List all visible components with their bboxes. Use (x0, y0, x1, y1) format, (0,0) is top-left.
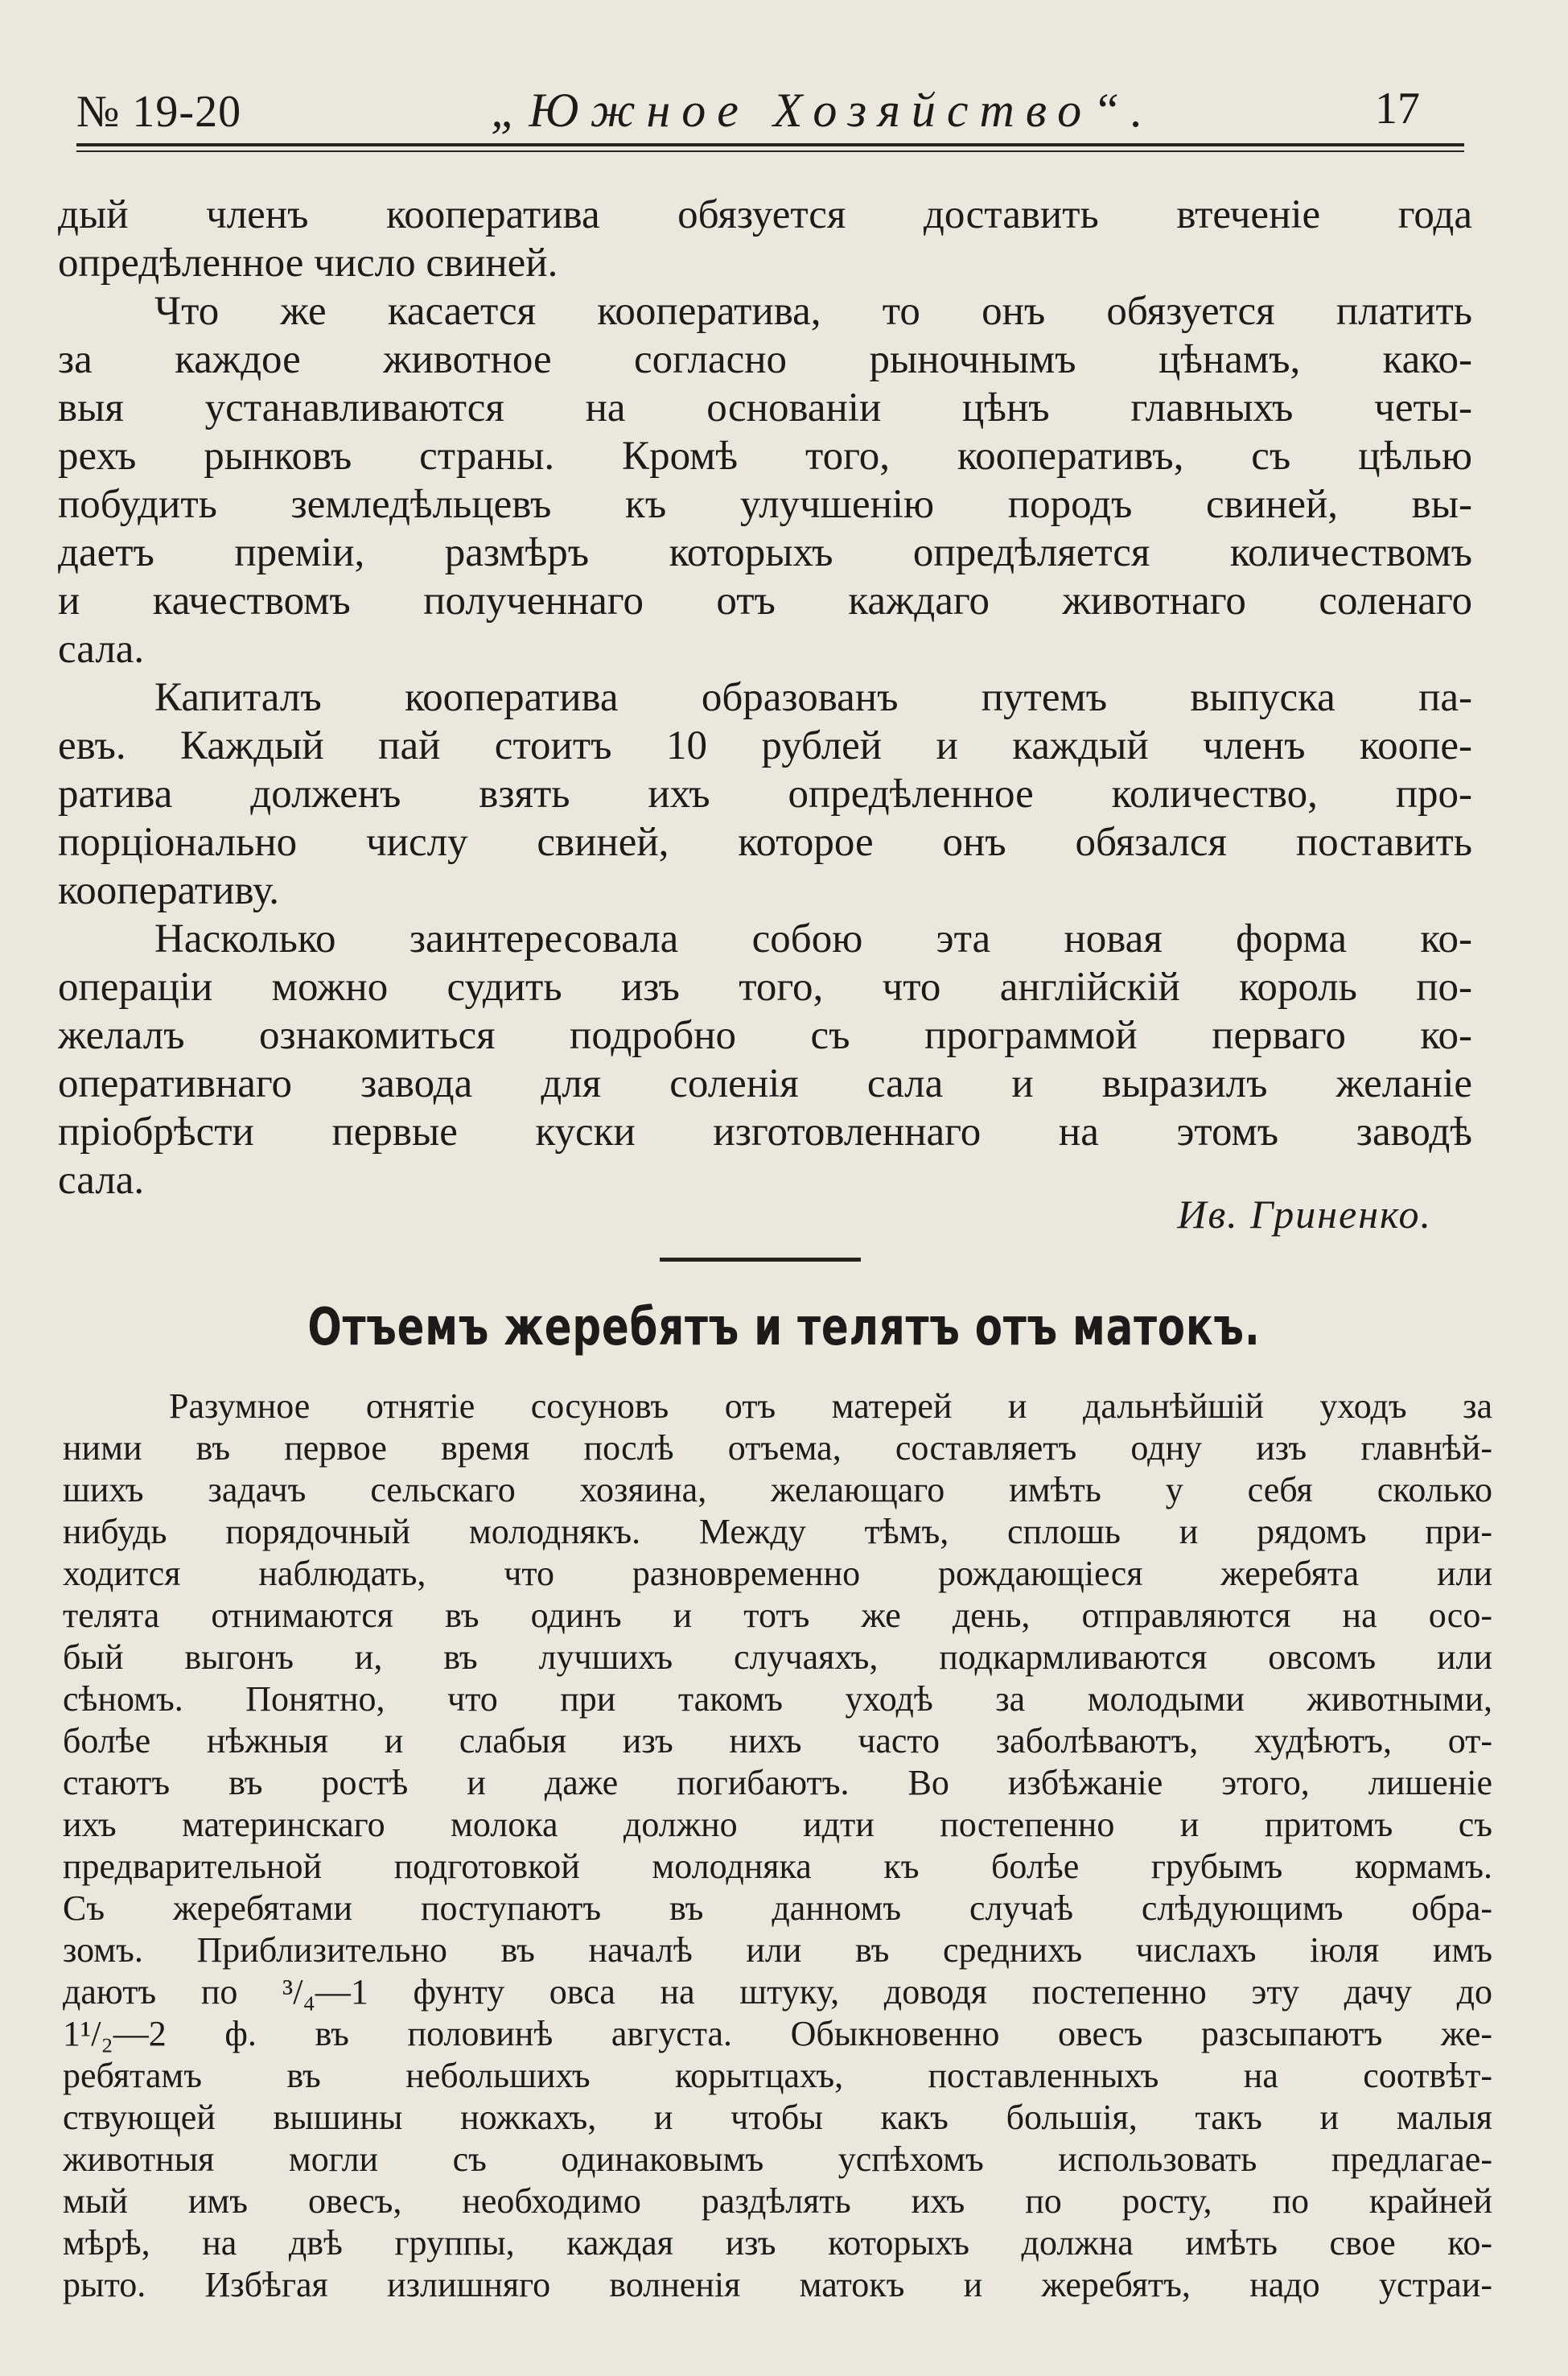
text-line: Капиталъ кооператива образованъ путемъ выпуска па- (154, 675, 1472, 720)
text-line: ствующей вышины ножкахъ, и чтобы какъ большія, такъ и малыя (63, 2098, 1492, 2137)
text-line: рехъ рынковъ страны. Кромѣ того, кооперативъ, съ цѣлью (58, 434, 1472, 479)
header-rule (76, 143, 1464, 146)
header-rule-thin (76, 150, 1464, 152)
text-line: Съ жеребятами поступаютъ въ данномъ случаѣ слѣдующимъ обра- (63, 1888, 1492, 1928)
text-line: и качествомъ полученнаго отъ каждаго животнаго соленаго (58, 579, 1472, 624)
text-line: животныя могли съ одинаковымъ успѣхомъ использовать предлагае- (63, 2139, 1492, 2179)
text-line: болѣе нѣжныя и слабыя изъ нихъ часто заболѣваютъ, худѣютъ, от- (63, 1721, 1492, 1760)
text-line: выя устанавливаются на основаніи цѣнъ главныхъ четы- (58, 385, 1472, 430)
text-line: сала. (58, 1158, 145, 1203)
text-line: рыто. Избѣгая излишняго волненія матокъ и жеребятъ, надо устраи- (63, 2265, 1492, 2304)
text-line: зомъ. Приблизительно въ началѣ или въ среднихъ числахъ іюля имъ (63, 1930, 1492, 1970)
text-line: мѣрѣ, на двѣ группы, каждая изъ которыхъ должна имѣть свое ко- (63, 2223, 1492, 2263)
text-line: даетъ преміи, размѣръ которыхъ опредѣляется количествомъ (58, 530, 1472, 575)
article-title: Отъемъ жеребятъ и телятъ отъ матокъ. (307, 1298, 1261, 1357)
text-line: предварительной подготовкой молодняка къ болѣе грубымъ кормамъ. (63, 1847, 1492, 1886)
text-line: 1¹/₂—2 ф. въ половинѣ августа. Обыкновенно овесъ разсыпаютъ же- (63, 2014, 1492, 2053)
page-header (76, 76, 1464, 149)
text-line: стаютъ въ ростѣ и даже погибаютъ. Во избѣжаніе этого, лишеніе (63, 1763, 1492, 1802)
text-line: Разумное отнятіе сосуновъ отъ матерей и дальнѣйшій уходъ за (169, 1386, 1492, 1426)
text-line: сѣномъ. Понятно, что при такомъ уходѣ за молодыми животными, (63, 1679, 1492, 1719)
text-line: порціонально числу свиней, которое онъ обязался поставить (58, 820, 1472, 865)
section-divider (660, 1258, 861, 1262)
text-line: опредѣленное число свиней. (58, 241, 558, 286)
author-signature: Ив. Гриненко. (1177, 1192, 1432, 1237)
text-line: ними въ первое время послѣ отъема, составляетъ одну изъ главнѣй- (63, 1428, 1492, 1468)
text-line: побудить земледѣльцевъ къ улучшенію породъ свиней, вы- (58, 482, 1472, 527)
issue-number: № 19-20 (76, 87, 242, 137)
text-line: ребятамъ въ небольшихъ корытцахъ, поставленныхъ на соотвѣт- (63, 2056, 1492, 2095)
text-line: за каждое животное согласно рыночнымъ цѣнамъ, како- (58, 337, 1472, 382)
text-line: дый членъ кооператива обязуется доставить втеченіе года (58, 192, 1472, 237)
journal-title: „Южное Хозяйство“. (491, 84, 1154, 137)
text-line: даютъ по ³/₄—1 фунту овса на штуку, доводя постепенно эту дачу до (63, 1972, 1492, 2012)
text-line: Насколько заинтересовала собою эта новая форма ко- (154, 916, 1472, 962)
text-line: оперативнаго завода для соленія сала и выразилъ желаніе (58, 1061, 1472, 1106)
text-line: шихъ задачъ сельскаго хозяина, желающаго имѣть у себя сколько (63, 1470, 1492, 1509)
text-line: кооперативу. (58, 868, 279, 913)
text-line: нибудь порядочный молоднякъ. Между тѣмъ, сплошь и рядомъ при- (63, 1512, 1492, 1551)
text-line: операціи можно судить изъ того, что англійскій король по- (58, 965, 1472, 1010)
text-line: желалъ ознакомиться подробно съ программой перваго ко- (58, 1013, 1472, 1058)
text-line: Что же касается кооператива, то онъ обязуется платить (154, 289, 1472, 334)
text-line: телята отнимаются въ одинъ и тотъ же день, отправляются на осо- (63, 1596, 1492, 1635)
text-line: ходится наблюдать, что разновременно рождающіеся жеребята или (63, 1554, 1492, 1593)
text-line: бый выгонъ и, въ лучшихъ случаяхъ, подкармливаются овсомъ или (63, 1637, 1492, 1677)
text-line: ратива долженъ взять ихъ опредѣленное количество, про- (58, 772, 1472, 817)
page-number: 17 (1375, 84, 1420, 134)
text-line: евъ. Каждый пай стоитъ 10 рублей и каждый членъ коопе- (58, 723, 1472, 768)
text-line: мый имъ овесъ, необходимо раздѣлять ихъ по росту, по крайней (63, 2181, 1492, 2221)
text-line: пріобрѣсти первые куски изготовленнаго на этомъ заводѣ (58, 1110, 1472, 1155)
text-line: сала. (58, 627, 145, 672)
text-line: ихъ материнскаго молока должно идти постепенно и притомъ съ (63, 1805, 1492, 1844)
